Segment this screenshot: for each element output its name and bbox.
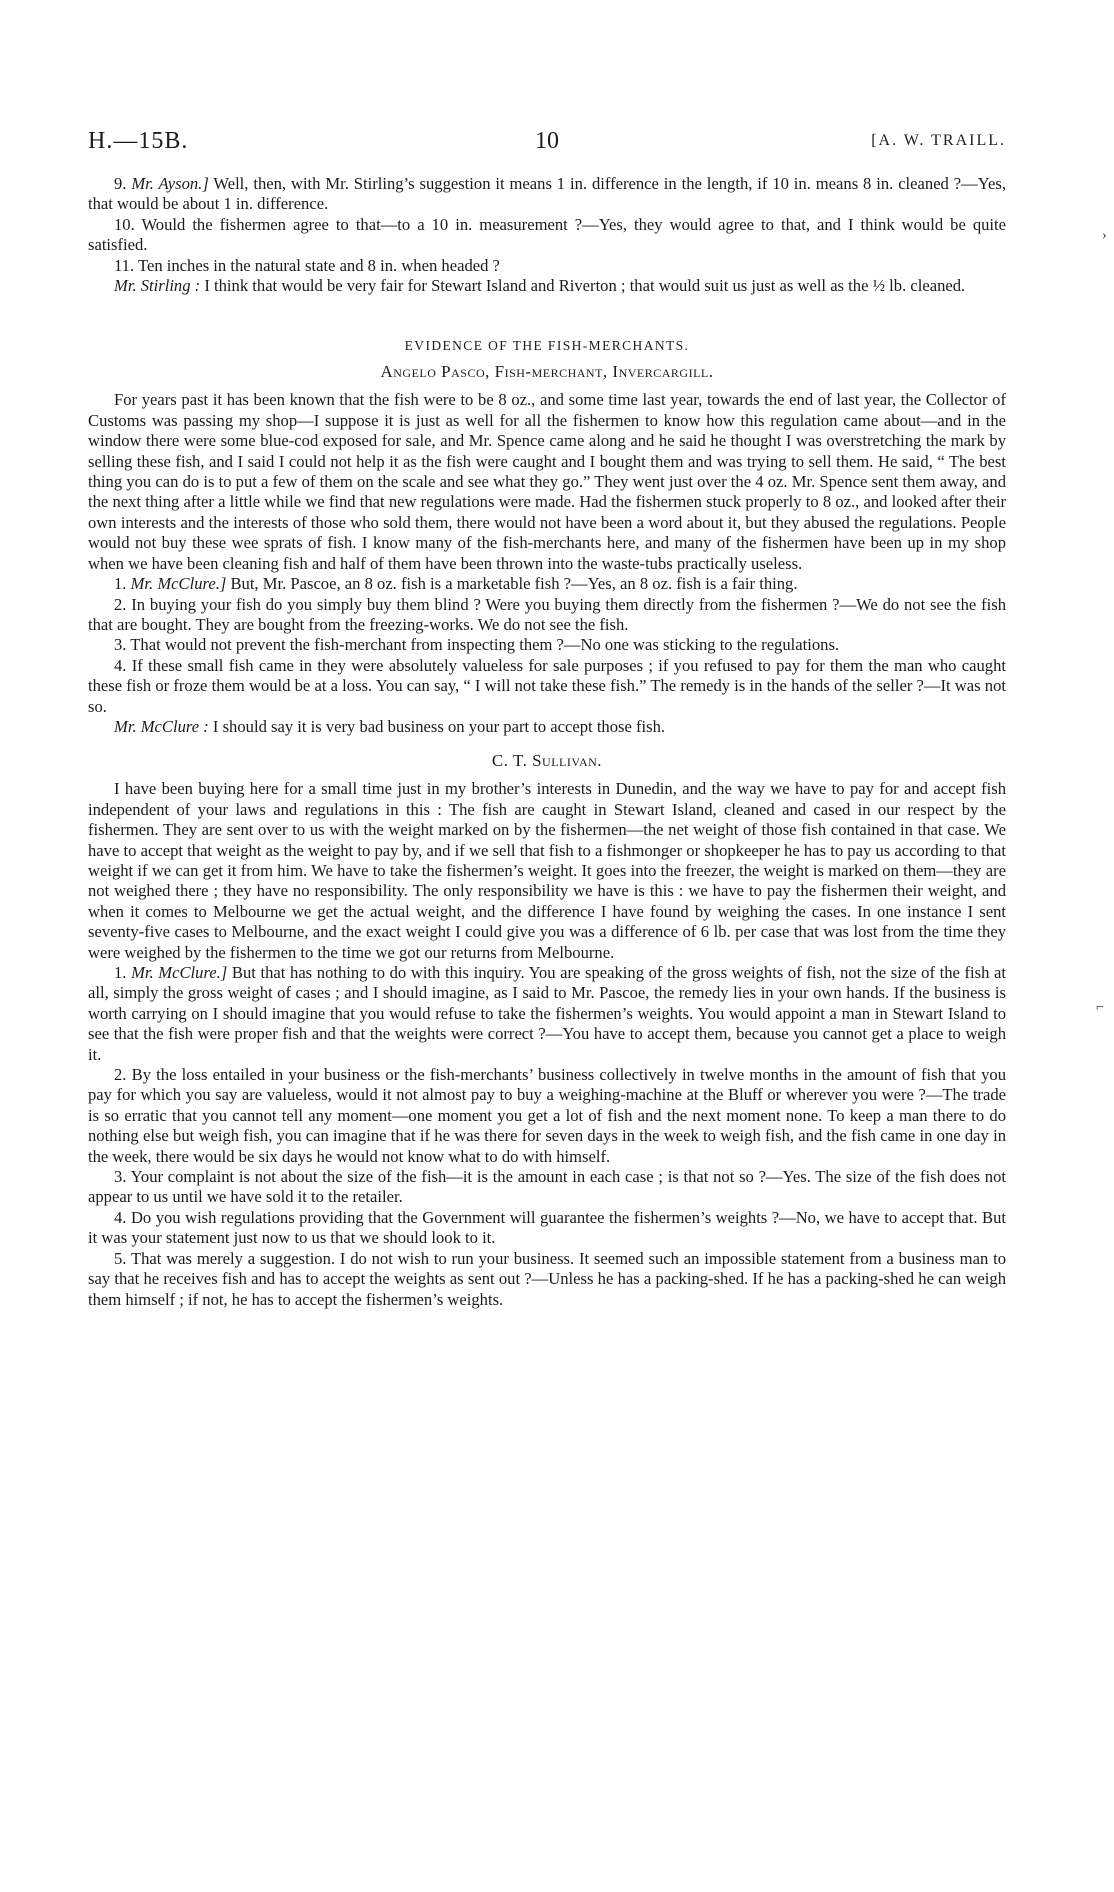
- qa-paragraph: [88, 1208, 1006, 1249]
- question-number: 5.: [114, 1248, 131, 1268]
- qa-text: But, Mr. Pascoe, an 8 oz. fish is a marketable fish ?—Yes, an 8 oz. fish is a fair thing.: [226, 574, 798, 594]
- question-number: 9.: [114, 174, 132, 193]
- document-page: [88, 128, 1006, 1310]
- qa-text: Well, then, with Mr. Stirling’s suggestion it means 1 in. difference in the length, if 10 in. means 8 in. cleaned ?—Yes, that would be about 1 in. difference.: [88, 174, 1007, 214]
- question-number: 11.: [114, 255, 138, 275]
- witness-statement: I have been buying here for a small time just in my brother’s interests in Dunedin, and the way we have to pay for and accept fish independent of your laws and regulations in this : The fish are caught in Stewart Island, cleaned and cased in our respect by the fishermen. They are sent over to us with the weight marked on by the fishermen—the net weight of those fish contained in that case. We have to accept that weight as the weight to pay by, and if we sell that fish to a fishmonger or shopkeeper he has to pay us according to that weight if we can get it from him. We have to take the fishermen’s weight. It goes into the freezer, the weight is marked on them—they are not weighed there ; they have no responsibility. The only responsibility we have is this : we have to pay the fishermen their weight, and when it comes to Melbourne we get the actual weight, and the difference I have found by weighing the cases. In one instance I sent seventy-five cases to Melbourne, and the exact weight I could give you was a difference of 6 lb. per case that was lost from the time they were weighed by the fishermen to the time we got our returns from Melbourne.: [88, 779, 1006, 962]
- qa-text: I should say it is very bad business on your part to accept those fish.: [208, 716, 666, 736]
- speaker-name: Mr. McClure.]: [131, 963, 228, 982]
- page-number: 10: [535, 128, 559, 154]
- qa-text: I think that would be very fair for Stewart Island and Riverton ; that would suit us just as well as the ½ lb. cleaned.: [200, 276, 966, 296]
- qa-text: Your complaint is not about the size of the fish—it is the amount in each case ; is that not so ?—Yes. The size of the fish does not appear to us until we have sold it to the retailer.: [88, 1167, 1006, 1207]
- qa-text: Ten inches in the natural state and 8 in. when headed ?: [137, 255, 500, 275]
- qa-paragraph: [88, 595, 1006, 636]
- qa-text: In buying your fish do you simply buy them blind ? Were you buying them directly from the fishermen ?—We do not see the fish that are bought. They are bought from the freezing-works. We do not see the fish.: [88, 594, 1006, 634]
- witness-statement: For years past it has been known that the fish were to be 8 oz., and some time last year, towards the end of last year, the Collector of Customs was passing my shop—I suppose it is just as well for all the fishermen to know how this regulation came about—and in the window there were some blue-cod exposed for sale, and Mr. Spence came along and he said he thought I was overstretching the mark by selling these fish, and I said I could not help it as the fish were caught and I bought them and was trying to sell them. He said, “ The best thing you can do is to put a few of them on the scale and see what they go.” They went just over the 4 oz. Mr. Spence sent them away, and the next thing after a little while we find that new regulations were made. Had the fishermen stuck properly to 8 oz., and looked after their own interests and the interests of those who sold them, there would not have been a word about it, but they abused the regulations. People would not buy these wee sprats of fish. I know many of the fish-merchants here, and many of the fishermen have been up in my shop when we have been cleaning fish and half of them have been thrown into the waste-tubs practically useless.: [88, 390, 1006, 573]
- qa-paragraph: [88, 963, 1006, 1065]
- question-number: 3.: [114, 635, 131, 655]
- speaker-name: Mr. McClure.]: [130, 574, 227, 594]
- question-number: 3.: [114, 1167, 131, 1187]
- qa-paragraph: [88, 174, 1006, 215]
- qa-text: That would not prevent the fish-merchant from inspecting them ?—No one was sticking to the regulations.: [130, 635, 840, 655]
- qa-paragraph: [88, 276, 1006, 296]
- page-header: [88, 128, 1006, 158]
- qa-text: Would the fishermen agree to that—to a 10 in. measurement ?—Yes, they would agree to that, and I think would be quite satisfied.: [88, 214, 1007, 255]
- paper-reference: H.—15B.: [88, 128, 189, 154]
- witness-heading: C. T. Sullivan.: [491, 751, 603, 771]
- qa-paragraph: [88, 574, 1006, 594]
- question-number: 4.: [114, 655, 132, 675]
- qa-text: That was merely a suggestion. I do not wish to run your business. It seemed such an impossible statement from a business man to say that he receives fish and has to accept the weights as sent out ?—Unless he has a packing-shed. If he has a packing-shed he can weigh them himself ; if not, he has to accept the fishermen’s weights.: [88, 1248, 1006, 1309]
- question-number: 1.: [114, 574, 131, 594]
- witness-running-head: [A. W. TRAILL.: [871, 132, 1006, 149]
- qa-paragraph: [88, 635, 1006, 655]
- qa-paragraph: [88, 256, 1006, 276]
- qa-text: By the loss entailed in your business or the fish-merchants’ business collectively in twelve months in the amount of fish that you pay for which you say are valueless, would it not almost pay to buy a weighing-machine at the Bluff or wherever you were ?—The trade is so erratic that you cannot tell any moment—one moment you get a lot of fish and the next moment none. To keep a man there to do nothing else but weigh fish, you can imagine that if he was there for seven days in the week to weigh fish, and the fish came in one day in the week, there would be six days he would not know what to do with himself.: [88, 1065, 1006, 1166]
- question-number: 4.: [114, 1207, 131, 1227]
- qa-paragraph: [88, 1167, 1006, 1208]
- speaker-name: Mr. Ayson.]: [131, 174, 209, 193]
- qa-text: If these small fish came in they were absolutely valueless for sale purposes ; if you refused to pay for them the man who caught these fish or froze them would be at a loss. You can say, “ I will not take these fish.” The remedy is in the hands of the seller ?—It was not so.: [88, 655, 1006, 716]
- question-number: 2.: [114, 1065, 132, 1085]
- question-number: 1.: [114, 963, 132, 982]
- qa-paragraph: [88, 1065, 1006, 1167]
- qa-text: Do you wish regulations providing that the Government will guarantee the fishermen’s weights ?—No, we have to accept that. But it was your statement just now to us that we should look to it.: [88, 1207, 1007, 1248]
- margin-mark: ⌐: [1096, 1000, 1104, 1015]
- speaker-name: Mr. McClure :: [114, 716, 209, 736]
- qa-paragraph: [88, 717, 1006, 737]
- speaker-name: Mr. Stirling :: [114, 276, 201, 296]
- question-number: 10.: [114, 214, 142, 234]
- qa-paragraph: [88, 1249, 1006, 1310]
- qa-text: But that has nothing to do with this inquiry. You are speaking of the gross weights of fish, not the size of the fish at all, simply the gross weight of cases ; and I should imagine, as I said to Mr. Pascoe, the remedy lies in your own hands. If the business is worth carrying on I should imagine that you would refuse to take the fishermen’s weights. You would appoint a man in Stewart Island to see that the fish were proper fish and that the weights were correct ?—You have to accept them, because you cannot get a place to weigh it.: [88, 963, 1007, 1064]
- qa-paragraph: [88, 656, 1006, 717]
- section-title: EVIDENCE OF THE FISH-MERCHANTS.: [404, 338, 690, 354]
- margin-mark: ›: [1102, 228, 1107, 243]
- qa-paragraph: [88, 215, 1006, 256]
- witness-heading: Angelo Pasco, Fish-merchant, Invercargill.: [380, 362, 714, 382]
- question-number: 2.: [114, 594, 132, 614]
